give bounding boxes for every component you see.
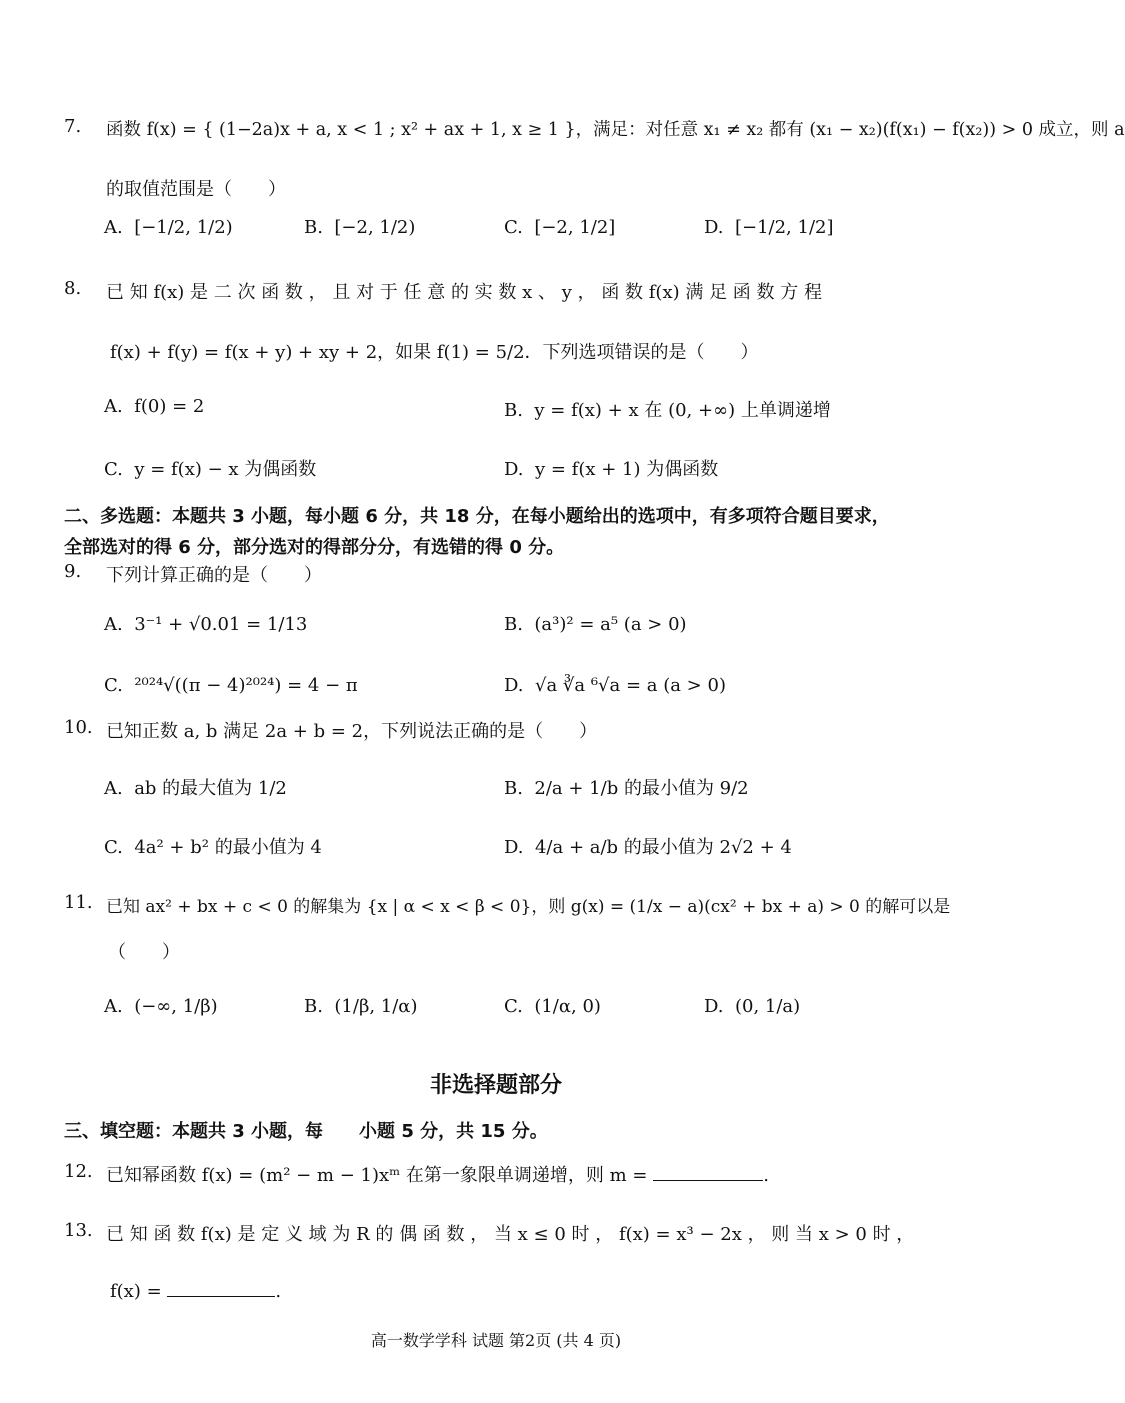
question-11-stem: 已知 ax² + bx + c < 0 的解集为 {x | α < x < β < 0}，则 g(x) = (1/x − a)(cx² + bx + a) > 0 的解可以是 bbox=[106, 897, 951, 917]
section-2-heading-line2: 全部选对的得 6 分，部分选对的得部分分，有选错的得 0 分。 bbox=[64, 537, 565, 558]
question-10-option-a: A. ab 的最大值为 1/2 bbox=[104, 778, 287, 799]
question-8-option-a: A. f(0) = 2 bbox=[104, 396, 205, 417]
page-footer: 高一数学学科 试题 第2页 (共 4 页) bbox=[370, 1331, 622, 1350]
question-12-number: 12. bbox=[64, 1161, 93, 1182]
question-9-number: 9. bbox=[64, 561, 82, 582]
part-title: 非选择题部分 bbox=[429, 1073, 562, 1098]
question-10-option-d: D. 4/a + a/b 的最小值为 2√2 + 4 bbox=[504, 837, 792, 858]
question-7-option-d: D. [−1/2, 1/2] bbox=[704, 217, 834, 238]
section-2-heading-line1: 二、多选题：本题共 3 小题，每小题 6 分，共 18 分，在每小题给出的选项中，有多项符合题目要求， bbox=[64, 506, 890, 527]
question-13-line bbox=[110, 1278, 281, 1302]
question-8-stem-cont: f(x) + f(y) = f(x + y) + xy + 2，如果 f(1) = 5/2．下列选项错误的是（ ） bbox=[110, 342, 759, 363]
question-8-option-d: D. y = f(x + 1) 为偶函数 bbox=[504, 459, 719, 480]
question-11-stem-cont: （ ） bbox=[108, 942, 180, 963]
question-10-stem: 已知正数 a, b 满足 2a + b = 2，下列说法正确的是（ ） bbox=[106, 721, 598, 742]
section-3-heading: 三、填空题：本题共 3 小题，每 小题 5 分，共 15 分。 bbox=[64, 1121, 548, 1142]
question-8-option-b: B. y = f(x) + x 在 (0, +∞) 上单调递增 bbox=[504, 400, 831, 421]
question-12-line bbox=[106, 1161, 769, 1187]
question-11-number: 11. bbox=[64, 892, 93, 913]
question-13-end: . bbox=[275, 1281, 282, 1302]
question-9-stem: 下列计算正确的是（ ） bbox=[106, 565, 322, 586]
question-9-option-c: C. ²⁰²⁴√((π − 4)²⁰²⁴) = 4 − π bbox=[104, 675, 358, 696]
question-7-option-c: C. [−2, 1/2] bbox=[504, 217, 616, 238]
question-13-number: 13. bbox=[64, 1220, 93, 1241]
question-10-option-b: B. 2/a + 1/b 的最小值为 9/2 bbox=[504, 778, 749, 799]
question-7-number: 7. bbox=[64, 116, 82, 137]
question-12-stem: 已知幂函数 f(x) = (m² − m − 1)xᵐ 在第一象限单调递增，则 m = bbox=[106, 1165, 648, 1186]
question-9-option-a: A. 3⁻¹ + √0.01 = 1/13 bbox=[104, 614, 308, 635]
question-13-stem: 已 知 函 数 f(x) 是 定 义 域 为 R 的 偶 函 数 ， 当 x ≤ 0 时 ， f(x) = x³ − 2x ， 则 当 x > 0 时 ， bbox=[106, 1224, 915, 1245]
question-9-option-b: B. (a³)² = a⁵ (a > 0) bbox=[504, 614, 687, 635]
question-10-number: 10. bbox=[64, 717, 93, 738]
question-7-option-b: B. [−2, 1/2) bbox=[304, 217, 416, 238]
question-13-stem-cont: f(x) = bbox=[110, 1281, 162, 1302]
question-11-option-a: A. (−∞, 1/β) bbox=[104, 996, 218, 1017]
question-12-end: . bbox=[763, 1165, 769, 1186]
question-11-option-b: B. (1/β, 1/α) bbox=[304, 996, 418, 1017]
question-7-option-a: A. [−1/2, 1/2) bbox=[104, 217, 233, 238]
question-11-option-c: C. (1/α, 0) bbox=[504, 996, 601, 1017]
question-8-number: 8. bbox=[64, 278, 82, 299]
question-13-answer-blank[interactable] bbox=[167, 1278, 275, 1297]
question-10-option-c: C. 4a² + b² 的最小值为 4 bbox=[104, 837, 322, 858]
question-9-option-d: D. √a ∛a ⁶√a = a (a > 0) bbox=[504, 675, 726, 696]
question-12-answer-blank[interactable] bbox=[653, 1162, 763, 1181]
question-8-stem: 已 知 f(x) 是 二 次 函 数 ， 且 对 于 任 意 的 实 数 x 、 y ， 函 数 f(x) 满 足 函 数 方 程 bbox=[106, 282, 822, 303]
question-8-option-c: C. y = f(x) − x 为偶函数 bbox=[104, 459, 317, 480]
question-7-stem-cont: 的取值范围是（ ） bbox=[106, 179, 286, 200]
question-11-option-d: D. (0, 1/a) bbox=[704, 996, 801, 1017]
question-7-stem: 函数 f(x) = { (1−2a)x + a, x < 1 ; x² + ax + 1, x ≥ 1 }，满足：对任意 x₁ ≠ x₂ 都有 (x₁ − x₂)(f(x₁) − f(x₂)) > 0 成立，则 a bbox=[106, 120, 1125, 140]
